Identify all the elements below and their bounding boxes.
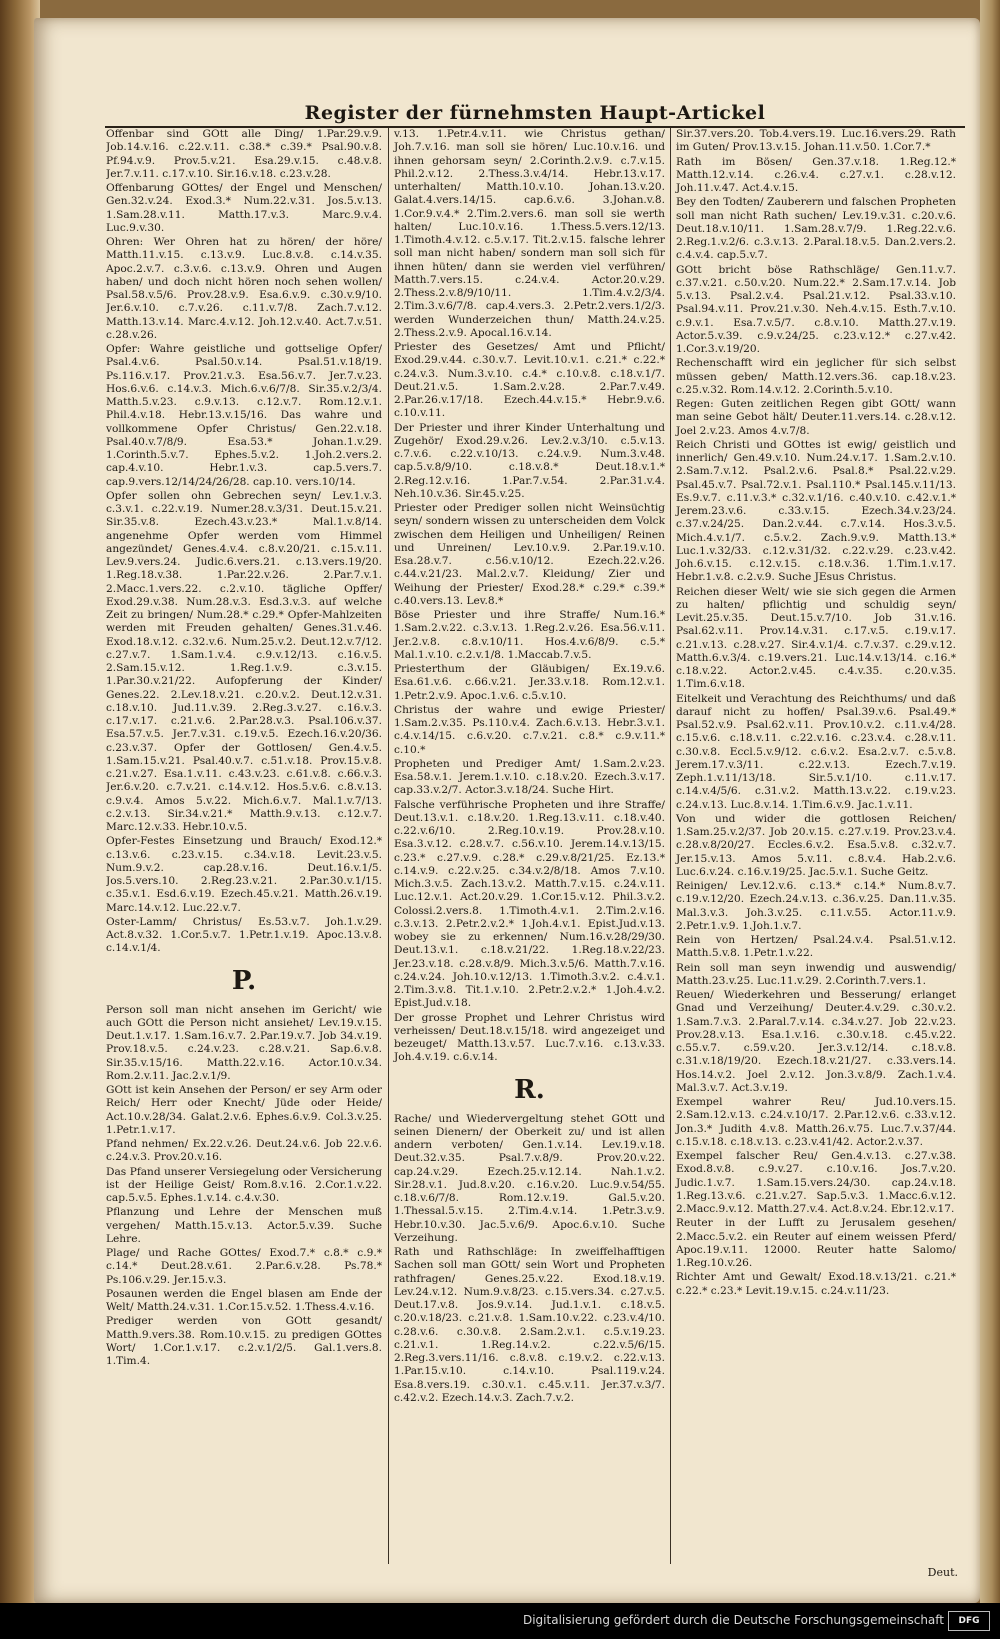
index-entry: Das Pfand unserer Versiegelung oder Versicherung ist der Heilige Geist/ Rom.8.v.16. 2.Cor.1.v.22. cap.5.v.5. Ephes.1.v.14. c.4.v.30. [106, 1165, 382, 1204]
index-entry: Exempel wahrer Reu/ Jud.10.vers.15. 2.Sam.12.v.13. c.24.v.10/17. 2.Par.12.v.6. c.33.v.12. Jon.3.* Judith 4.v.8. Matth.26.v.75. Luc.7.v.37/44. c.15.v.18. c.18.v.13. c.23.v.41/42. Actor.2.v.37. [676, 1096, 956, 1148]
index-entry: Opfer: Wahre geistliche und gottselige Opfer/ Psal.4.v.6. Psal.50.v.14. Psal.51.v.18/19. Ps.116.v.17. Prov.21.v.3. Esa.56.v.7. Jer.7.v.23. Hos.6.v.6. c.14.v.3. Mich.6.v.6/7/8. Sir.35.v.2/3/4. Matth.5.v.23. c.9.v.13. c.12.v.7. Rom.12.v.1. Phil.4.v.18. Hebr.13.v.15/16. Das wahre und vollkommene Opfer Christus/ Gen.22.v.18. Psal.40.v.7/8/9. Esa.53.* Johan.1.v.29. 1.Corinth.5.v.7. Ephes.5.v.2. 1.Joh.2.vers.2. cap.4.v.10. Hebr.1.v.3. cap.5.vers.7. cap.9.vers.12/14/24/26/28. cap.10. vers.10/14. [106, 343, 382, 488]
index-entry: Oster-Lamm/ Christus/ Es.53.v.7. Joh.1.v.29. Act.8.v.32. 1.Cor.5.v.7. 1.Petr.1.v.19. Apoc.13.v.8. c.14.v.1/4. [106, 915, 382, 955]
column-1-entries-after [106, 1004, 382, 1369]
column-2-entries [394, 128, 665, 1065]
column-1-entries [106, 128, 382, 956]
index-entry: Pfand nehmen/ Ex.22.v.26. Deut.24.v.6. Job 22.v.6. c.24.v.3. Prov.20.v.16. [106, 1138, 382, 1164]
index-entry: v.13. 1.Petr.4.v.11. wie Christus gethan/ Joh.7.v.16. man soll sie hören/ Luc.10.v.16. und ihnen gehorsam seyn/ 2.Corinth.2.v.9. c.7.v.15. Phil.2.v.12. 2.Thess.3.v.4/14. Hebr.13.v.17. unterhalten/ Matth.10.v.10. Johan.13.v.20. Galat.4.vers.14/15. cap.6.v.6. 3.Johan.v.8. 1.Cor.9.v.4.* 2.Tim.2.vers.6. man soll sie werth halten/ Luc.10.v.16. 1.Thess.5.vers.12/13. 1.Timoth.4.v.12. c.5.v.17. Tit.2.v.15. falsche lehrer soll man nicht haben/ sondern man soll sich für ihnen hüten/ dann sie werden viel verführen/ Matth.7.vers.15. c.24.v.4. Actor.20.v.29. 2.Thess.2.v.8/9/10/11. 1.Tim.4.v.2/3/4. 2.Tim.3.v.6/7/8. cap.4.vers.3. 2.Petr.2.vers.1/2/3. werden Wunderzeichen thun/ Matth.24.v.25. 2.Thess.2.v.9. Apocal.16.v.14. [394, 128, 665, 339]
index-entry: Exempel falscher Reu/ Gen.4.v.13. c.27.v.38. Exod.8.v.8. c.9.v.27. c.10.v.16. Jos.7.v.20. Judic.1.v.7. 1.Sam.15.vers.24/30. cap.24.v.18. 1.Reg.13.v.6. c.21.v.27. Sap.5.v.3. 1.Macc.6.v.12. 2.Macc.9.v.12. Matth.27.v.4. Act.8.v.24. Ebr.12.v.17. [676, 1150, 956, 1215]
index-entry: Von und wider die gottlosen Reichen/ 1.Sam.25.v.2/37. Job 20.v.15. c.27.v.19. Prov.23.v.4. c.28.v.8/20/27. Eccles.6.v.2. Esa.5.v.8. c.32.v.7. Jer.15.v.13. Amos 5.v.11. c.8.v.4. Hab.2.v.6. Luc.6.v.24. c.16.v.19/25. Jac.5.v.1. Suche Geitz. [676, 812, 956, 878]
index-entry: Sir.37.vers.20. Tob.4.vers.19. Luc.16.vers.29. Rath im Guten/ Prov.13.v.15. Johan.11.v.50. 1.Cor.7.* [676, 128, 956, 154]
index-entry: Böse Priester und ihre Straffe/ Num.16.* 1.Sam.2.v.22. c.3.v.13. 1.Reg.2.v.26. Esa.56.v.11. Jer.2.v.8. c.8.v.10/11. Hos.4.v.6/8/9. c.5.* Mal.1.v.10. c.2.v.1/8. 1.Maccab.7.v.5. [394, 609, 665, 661]
index-entry: Eitelkeit und Verachtung des Reichthums/ und daß darauf nicht zu hoffen/ Psal.39.v.6. Psal.49.* Psal.52.v.9. Psal.62.v.11. Prov.10.v.2. c.11.v.4/28. c.15.v.6. c.18.v.11. c.22.v.16. c.23.v.4. c.28.v.11. c.30.v.8. Eccl.5.v.9/12. c.6.v.2. Esa.2.v.7. c.5.v.8. Jerem.17.v.3/11. c.22.v.13. Ezech.7.v.19. Zeph.1.v.11/13/18. Sir.5.v.1/10. c.11.v.17. c.14.v.4/5/6. c.31.v.2. Matth.13.v.22. c.19.v.23. c.24.v.13. Luc.8.v.14. 1.Tim.6.v.9. Jac.1.v.11. [676, 692, 956, 811]
index-entry: Prediger werden von GOtt gesandt/ Matth.9.vers.38. Rom.10.v.15. zu predigen GOttes Wort/ 1.Cor.1.v.17. c.2.v.1/2/5. Gal.1.vers.8. 1.Tim.4. [106, 1315, 382, 1367]
dfg-logo: DFG [948, 1611, 990, 1631]
index-entry: Propheten und Prediger Amt/ 1.Sam.2.v.23. Esa.58.v.1. Jerem.1.v.10. c.18.v.20. Ezech.3.v.17. cap.33.v.2/7. Actor.3.v.18/24. Suche Hirt. [394, 757, 665, 797]
index-entry: Der Priester und ihrer Kinder Unterhaltung und Zugehör/ Exod.29.v.26. Lev.2.v.3/10. c.5.v.13. c.7.v.6. c.22.v.10/13. c.24.v.9. Num.3.v.48. cap.5.v.8/9/10. c.18.v.8.* Deut.18.v.1.* 2.Reg.12.v.16. 1.Par.7.v.54. 2.Par.31.v.4. Neh.10.v.36. Sir.45.v.25. [394, 421, 665, 500]
index-entry: Rath im Bösen/ Gen.37.v.18. 1.Reg.12.* Matth.12.v.14. c.26.v.4. c.27.v.1. c.28.v.12. Joh.11.v.47. Act.4.v.15. [676, 155, 956, 194]
index-entry: Reichen dieser Welt/ wie sie sich gegen die Armen zu halten/ pflichtig und schuldig seyn/ Levit.25.v.35. Deut.15.v.7/10. Job 31.v.16. Psal.62.v.11. Prov.14.v.31. c.17.v.5. c.19.v.17. c.21.v.13. c.28.v.27. Sir.4.v.1/4. c.7.v.37. c.29.v.12. Matth.6.v.3/4. c.19.vers.21. Luc.14.v.13/14. c.16.* c.18.v.22. Actor.2.v.45. c.4.v.35. c.20.v.35. 1.Tim.6.v.18. [676, 585, 956, 691]
index-entry: GOtt bricht böse Rathschläge/ Gen.11.v.7. c.37.v.21. c.50.v.20. Num.22.* 2.Sam.17.v.14. Job 5.v.13. Psal.2.v.4. Psal.21.v.12. Psal.33.v.10. Psal.94.v.11. Prov.21.v.30. Neh.4.v.15. Esth.7.v.10. c.9.v.1. Esa.7.v.5/7. c.8.v.10. Matth.27.v.19. Actor.5.v.39. c.9.v.24/25. c.23.v.12.* c.27.v.42. 1.Cor.3.v.19/20. [676, 263, 956, 355]
index-entry: Person soll man nicht ansehen im Gericht/ wie auch GOtt die Person nicht ansiehet/ Lev.19.v.15. Deut.1.v.17. 1.Sam.16.v.7. 2.Par.19.v.7. Job 34.v.19. Prov.18.v.5. c.24.v.23. c.28.v.21. Sap.6.v.8. Sir.35.v.15/16. Matth.22.v.16. Actor.10.v.34. Rom.2.v.11. Jac.2.v.1/9. [106, 1003, 382, 1082]
index-entry: Reinigen/ Lev.12.v.6. c.13.* c.14.* Num.8.v.7. c.19.v.12/20. Ezech.24.v.13. c.36.v.25. Dan.11.v.35. Mal.3.v.3. Joh.3.v.25. c.11.v.55. Actor.11.v.9. 2.Petr.1.v.9. 1.Joh.1.v.7. [676, 880, 956, 932]
index-entry: Bey den Todten/ Zauberern und falschen Propheten soll man nicht Rath suchen/ Lev.19.v.31. c.20.v.6. Deut.18.v.10/11. 1.Sam.28.v.7/9. 1.Reg.22.v.6. 2.Reg.1.v.2/6. c.3.v.13. 2.Paral.18.v.5. Dan.2.vers.2. c.4.v.4. cap.5.v.7. [676, 196, 956, 262]
index-entry: Opfer sollen ohn Gebrechen seyn/ Lev.1.v.3. c.3.v.1. c.22.v.19. Numer.28.v.3/31. Deut.15.v.21. Sir.35.v.8. Ezech.43.v.23.* Mal.1.v.8/14. angenehme Opfer werden vom Himmel angezündet/ Genes.4.v.4. c.8.v.20/21. c.15.v.11. Lev.9.vers.24. Judic.6.vers.21. c.13.vers.19/20. 1.Reg.18.v.38. 1.Par.22.v.26. 2.Par.7.v.1. 2.Macc.1.vers.22. c.2.v.10. tägliche Opffer/ Exod.29.v.38. Num.28.v.3. Esd.3.v.3. auf welche Zeit zu bringen/ Num.28.* c.29.* Opfer-Mahlzeiten werden mit Freuden gehalten/ Genes.31.v.46. Exod.18.v.12. c.32.v.6. Num.25.v.2. Deut.12.v.7/12. c.27.v.7. 1.Sam.1.v.4. c.9.v.12/13. c.16.v.5. 2.Sam.15.v.12. 1.Reg.1.v.9. c.3.v.15. 1.Par.30.v.21/22. Aufopferung der Kinder/ Genes.22. 2.Lev.18.v.21. c.20.v.2. Deut.12.v.31. c.18.v.10. Jud.11.v.39. 2.Reg.3.v.27. c.16.v.3. c.17.v.17. c.21.v.6. 2.Par.28.v.3. Psal.106.v.37. Esa.57.v.5. Jer.7.v.31. c.19.v.5. Ezech.16.v.20/36. c.23.v.37. Opfer der Gottlosen/ Gen.4.v.5. 1.Sam.15.v.21. Psal.40.v.7. c.51.v.18. Prov.15.v.8. c.21.v.27. Esa.1.v.11. c.43.v.23. c.61.v.8. c.66.v.3. Jer.6.v.20. c.7.v.21. c.14.v.12. Hos.5.v.6. c.8.v.13. c.9.v.4. Amos 5.v.22. Mich.6.v.7. Mal.1.v.7/13. c.2.v.13. Sir.34.v.21.* Matth.9.v.13. c.12.v.7. Marc.12.v.33. Hebr.10.v.5. [106, 489, 382, 833]
footer-bar [0, 1603, 1000, 1639]
index-entry: Reich Christi und GOttes ist ewig/ geistlich und innerlich/ Gen.49.v.10. Num.24.v.17. 1.Sam.2.v.10. 2.Sam.7.v.12. Psal.2.v.6. Psal.8.* Psal.22.v.29. Psal.45.v.7. Psal.72.v.1. Psal.110.* Psal.145.v.11/13. Es.9.v.7. c.11.v.3.* c.32.v.1/16. c.40.v.10. c.42.v.1.* Jerem.23.v.6. c.33.v.15. Ezech.34.v.23/24. c.37.v.24/25. Dan.2.v.44. c.7.v.14. Hos.3.v.5. Mich.4.v.1/7. c.5.v.2. Zach.9.v.9. Matth.13.* Luc.1.v.32/33. c.12.v.31/32. c.22.v.29. c.23.v.42. Joh.6.v.15. c.12.v.15. c.18.v.36. 1.Tim.1.v.17. Hebr.1.v.8. c.2.v.9. Suche JEsus Christus. [676, 438, 956, 584]
index-entry: Pflanzung und Lehre der Menschen muß vergehen/ Matth.15.v.13. Actor.5.v.39. Suche Lehre. [106, 1206, 382, 1245]
page-edge-right [980, 0, 1000, 1639]
index-entry: Ohren: Wer Ohren hat zu hören/ der höre/ Matth.11.v.15. c.13.v.9. Luc.8.v.8. c.14.v.35. Apoc.2.v.7. c.3.v.6. c.13.v.9. Ohren und Augen haben/ und doch nicht hören noch sehen wollen/ Psal.58.v.5/6. Prov.28.v.9. Esa.6.v.9. c.30.v.9/10. Jer.6.v.10. c.7.v.26. c.11.v.7/8. Zach.7.v.12. Matth.13.v.14. Marc.4.v.12. Joh.12.v.40. Act.7.v.51. c.28.v.26. [106, 236, 382, 341]
index-entry: Priesterthum der Gläubigen/ Ex.19.v.6. Esa.61.v.6. c.66.v.21. Jer.33.v.18. Rom.12.v.1. 1.Petr.2.v.9. Apoc.1.v.6. c.5.v.10. [394, 663, 665, 702]
index-entry: Priester oder Prediger sollen nicht Weinsüchtig seyn/ sondern wissen zu unterscheiden dem Volck zwischen dem Heiligen und Unheiligen/ Reinen und Unreinen/ Lev.10.v.9. 2.Par.19.v.10. Esa.28.v.7. c.56.v.10/12. Ezech.22.v.26. c.44.v.21/23. Mal.2.v.7. Kleidung/ Zier und Weihung der Priester/ Exod.28.* c.29.* c.39.* c.40.vers.13. Lev.8.* [394, 502, 665, 607]
index-entry: Der grosse Prophet und Lehrer Christus wird verheissen/ Deut.18.v.15/18. wird angezeiget und bezeuget/ Matth.13.v.57. Luc.7.v.16. c.13.v.33. Joh.4.v.19. c.6.v.14. [394, 1011, 665, 1064]
index-entry: Posaunen werden die Engel blasen am Ende der Welt/ Matth.24.v.31. 1.Cor.15.v.52. 1.Thess.4.v.16. [106, 1287, 382, 1313]
index-entry: Regen: Guten zeitlichen Regen gibt GOtt/ wann man seine Gebot hält/ Deuter.11.vers.14. c.28.v.12. Joel 2.v.23. Amos 4.v.7/8. [676, 398, 956, 437]
index-entry: Rein von Hertzen/ Psal.24.v.4. Psal.51.v.12. Matth.5.v.8. 1.Petr.1.v.22. [676, 934, 956, 960]
index-entry: Rath und Rathschläge: In zweiffelhafftigen Sachen soll man GOtt/ sein Wort und Propheten rathfragen/ Genes.25.v.22. Exod.18.v.19. Lev.24.v.12. Num.9.v.8/23. c.15.vers.34. c.27.v.5. Deut.17.v.8. Jos.9.v.14. Jud.1.v.1. c.18.v.5. c.20.v.18/23. c.21.v.8. 1.Sam.10.v.22. c.23.v.4/10. c.28.v.6. c.30.v.8. 2.Sam.2.v.1. c.5.v.19.23. c.21.v.1. 1.Reg.14.v.2. c.22.v.5/6/15. 2.Reg.3.vers.11/16. c.8.v.8. c.19.v.2. c.22.v.13. 1.Par.15.v.10. c.14.v.10. Psal.119.v.24. Esa.8.vers.19. c.30.v.1. c.45.v.11. Jer.37.v.3/7. c.42.v.2. Ezech.14.v.3. Zach.7.v.2. [394, 1246, 665, 1404]
index-entry: Priester des Gesetzes/ Amt und Pflicht/ Exod.29.v.44. c.30.v.7. Levit.10.v.1. c.21.* c.22.* c.24.v.3. Num.3.v.10. c.4.* c.10.v.8. c.18.v.1/7. Deut.21.v.5. 1.Sam.2.v.28. 2.Par.7.v.49. 2.Par.26.v.17/18. Ezech.44.v.15.* Hebr.9.v.6. c.10.v.11. [394, 341, 665, 420]
column-3-entries [676, 128, 956, 1298]
funding-notice: Digitalisierung gefördert durch die Deutsche Forschungsgemeinschaft [522, 1613, 944, 1627]
index-entry: Offenbarung GOttes/ der Engel und Menschen/ Gen.32.v.24. Exod.3.* Num.22.v.31. Jos.5.v.13. 1.Sam.28.v.11. Matth.17.v.3. Marc.9.v.4. Luc.9.v.30. [106, 182, 382, 234]
index-entry: Rein soll man seyn inwendig und auswendig/ Matth.23.v.25. Luc.11.v.29. 2.Corinth.7.vers.1. [676, 961, 956, 987]
column-3 [670, 128, 956, 1564]
index-entry: Rechenschafft wird ein jeglicher für sich selbst müssen geben/ Matth.12.vers.36. cap.18.v.23. c.25.v.32. Rom.14.v.12. 2.Corinth.5.v.10. [676, 357, 956, 396]
index-entry: Richter Amt und Gewalt/ Exod.18.v.13/21. c.21.* c.22.* c.23.* Levit.19.v.15. c.24.v.11/23. [676, 1271, 956, 1297]
catchword: Deut. [927, 1566, 958, 1579]
index-entry: Christus der wahre und ewige Priester/ 1.Sam.2.v.35. Ps.110.v.4. Zach.6.v.13. Hebr.3.v.1. c.4.v.14/15. c.6.v.20. c.7.v.21. c.8.* c.9.v.11.* c.10.* [394, 703, 665, 756]
index-entry: Plage/ und Rache GOttes/ Exod.7.* c.8.* c.9.* c.14.* Deut.28.v.61. 2.Par.6.v.28. Ps.78.* Ps.106.v.29. Jer.15.v.3. [106, 1247, 382, 1286]
section-letter-p: P. [231, 965, 257, 996]
running-header [105, 100, 965, 128]
index-entry: Falsche verführische Propheten und ihre Straffe/ Deut.13.v.1. c.18.v.20. 1.Reg.13.v.11. c.18.v.40. c.22.v.6/10. 2.Reg.10.v.19. Prov.28.v.10. Esa.3.v.12. c.28.v.7. c.56.v.10. Jerem.14.v.13/15. c.23.* c.27.v.9. c.28.* c.29.v.8/21/25. Ez.13.* c.14.v.9. c.22.v.25. c.34.v.2/8/18. Amos 7.v.10. Mich.3.v.5. Zach.13.v.2. Matth.7.v.15. c.24.v.11. Luc.12.v.1. Act.20.v.29. 1.Cor.15.v.12. Phil.3.v.2. Colossi.2.vers.8. 1.Timoth.4.v.1. 2.Tim.2.v.16. c.3.v.13. 2.Petr.2.v.2.* 1.Joh.4.v.1. Epist.Jud.v.13. wobey sie zu erkennen/ Num.16.v.28/29/30. Deut.13.v.1. c.18.v.21/22. 1.Reg.18.v.22/23. Jer.23.v.18. c.28.v.8/9. Mich.3.v.5/6. Matth.7.v.16. c.24.v.24. Joh.10.v.12/13. 1.Timoth.3.v.2. c.4.v.1. 2.Tim.3.v.8. Tit.1.v.10. 2.Petr.2.v.2.* 1.Joh.4.v.2. Epist.Jud.v.18. [394, 798, 665, 1010]
column-2-entries-after [394, 1113, 665, 1406]
column-1 [106, 128, 382, 1564]
index-entry: Reuter in der Lufft zu Jerusalem gesehen/ 2.Macc.5.v.2. ein Reuter auf einem weissen Pferd/ Apoc.19.v.11. 12000. Reuter hatte Salomo/ 1.Reg.10.v.26. [676, 1217, 956, 1269]
index-entry: Rache/ und Wiedervergeltung stehet GOtt und seinen Dienern/ der Oberkeit zu/ und ist allen andern verboten/ Gen.1.v.14. Lev.19.v.18. Deut.32.v.35. Psal.7.v.8/9. Prov.20.v.22. cap.24.v.29. Ezech.25.v.12.14. Nah.1.v.2. Sir.28.v.1. Jud.8.v.20. c.16.v.20. Luc.9.v.54/55. c.18.v.6/7/8. Rom.12.v.19. Gal.5.v.20. 1.Thessal.5.v.15. 2.Tim.4.v.14. 1.Petr.3.v.9. Hebr.10.v.30. Jac.5.v.6/9. Apoc.6.v.10. Suche Verzeihung. [394, 1112, 665, 1244]
index-entry: GOtt ist kein Ansehen der Person/ er sey Arm oder Reich/ Herr oder Knecht/ Jüde oder Heide/ Act.10.v.28/34. Galat.2.v.6. Ephes.6.v.9. Col.3.v.25. 1.Petr.1.v.17. [106, 1084, 382, 1136]
index-entry: Reuen/ Wiederkehren und Besserung/ erlanget Gnad und Verzeihung/ Deuter.4.v.29. c.30.v.2. 1.Sam.7.v.3. 2.Paral.7.v.14. c.34.v.27. Job 22.v.23. Prov.28.v.13. Esa.1.v.16. c.30.v.18. c.45.v.22. c.55.v.7. c.59.v.20. Jer.3.v.12/14. c.18.v.8. c.31.v.18/19/20. Ezech.18.v.21/27. c.33.vers.14. Hos.14.v.2. Joel 2.v.12. Jon.3.v.8/9. Zach.1.v.4. Mal.3.v.7. Act.3.v.19. [676, 989, 956, 1094]
column-2 [388, 128, 665, 1564]
page-title: Register der fürnehmsten Haupt-Artickel [304, 102, 766, 124]
section-letter-r: R. [514, 1074, 545, 1105]
index-entry: Offenbar sind GOtt alle Ding/ 1.Par.29.v.9. Job.14.v.16. c.22.v.11. c.38.* c.39.* Psal.90.v.8. Pf.94.v.9. Prov.5.v.21. Esa.29.v.15. c.48.v.8. Jer.7.v.11. c.17.v.10. Sir.16.v.18. c.23.v.28. [106, 128, 382, 180]
index-entry: Opfer-Festes Einsetzung und Brauch/ Exod.12.* c.13.v.6. c.23.v.15. c.34.v.18. Levit.23.v.5. Num.9.v.2. cap.28.v.16. Deut.16.v.1/5. Jos.5.vers.10. 2.Reg.23.v.21. 2.Par.30.v.1/15. c.35.v.1. Esd.6.v.19. Ezech.45.v.21. Matth.26.v.19. Marc.14.v.12. Luc.22.v.7. [106, 835, 382, 914]
